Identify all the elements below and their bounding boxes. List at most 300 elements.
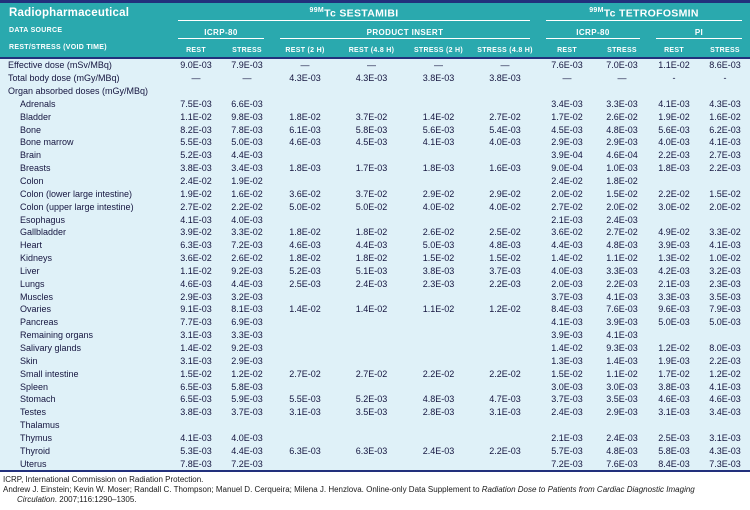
dose-value-cell: 2.3E-03	[709, 278, 741, 289]
isotope-superscript: 99M	[589, 6, 604, 14]
dose-value-cell: 9.1E-03	[180, 304, 212, 315]
dose-value-cell: 2.9E-03	[606, 137, 638, 148]
dose-value-cell: 3.0E-02	[658, 201, 690, 212]
dose-value-cell: 4.1E-03	[606, 330, 638, 341]
dose-value-cell: 7.2E-03	[231, 240, 263, 251]
dose-value-cell: 1.8E-02	[289, 111, 321, 122]
dose-value-cell: 2.2E-02	[489, 368, 521, 379]
dose-value-cell: 1.9E-03	[658, 355, 690, 366]
dose-value-cell: 5.3E-03	[180, 445, 212, 456]
dose-value-cell: 8.4E-03	[658, 458, 690, 469]
dose-value-cell: 3.8E-03	[422, 265, 455, 276]
row-label: Bladder	[20, 111, 52, 122]
dose-value-cell: 5.8E-03	[658, 445, 690, 456]
dose-value-cell: 2.7E-02	[289, 368, 321, 379]
dose-value-cell: 3.6E-02	[180, 253, 212, 264]
dose-value-cell: 2.7E-02	[606, 227, 638, 238]
table-row	[0, 316, 750, 329]
dose-value-cell: 7.9E-03	[231, 60, 263, 71]
dose-value-cell: 2.4E-02	[180, 176, 212, 187]
row-label: Bone	[20, 124, 42, 135]
table-row	[0, 85, 750, 98]
dose-value-cell: 4.1E-03	[180, 432, 212, 443]
dose-value-cell: 3.4E-03	[551, 98, 583, 109]
dose-value-cell: 4.0E-02	[422, 201, 455, 212]
column-header: REST	[557, 47, 577, 54]
dose-value-cell: 2.7E-02	[489, 111, 521, 122]
table-row	[0, 406, 750, 419]
dose-value-cell: 2.6E-02	[231, 253, 263, 264]
dose-value-cell: 1.5E-02	[709, 188, 741, 199]
dose-value-cell: 2.3E-03	[422, 278, 455, 289]
column-header: STRESS	[710, 47, 740, 54]
row-label: Liver	[20, 265, 40, 276]
dose-value-cell: 4.3E-03	[355, 73, 388, 84]
dose-value-cell: 5.0E-02	[289, 201, 321, 212]
table-row	[0, 226, 750, 239]
page-title: Radiopharmaceutical	[9, 6, 130, 19]
dose-value-cell: 9.0E-03	[180, 60, 212, 71]
dose-value-cell: 4.6E-03	[289, 240, 321, 251]
dose-value-cell: 3.7E-03	[231, 407, 263, 418]
dose-value-cell: 2.1E-03	[551, 432, 583, 443]
table-row	[0, 277, 750, 290]
row-label: Muscles	[20, 291, 54, 302]
dose-value-cell: 9.2E-03	[231, 265, 263, 276]
dose-value-cell: 4.8E-03	[422, 394, 455, 405]
dose-value-cell: —	[367, 60, 376, 71]
dose-value-cell: 7.5E-03	[180, 98, 212, 109]
dose-value-cell: 6.5E-03	[180, 381, 212, 392]
table-row	[0, 136, 750, 149]
row-label: Uterus	[20, 458, 47, 469]
table-row	[0, 290, 750, 303]
isotope-group-header: $^{99M}$Tc TETROFOSMIN	[546, 7, 742, 22]
table-row	[0, 444, 750, 457]
header-row-isotopes	[0, 4, 750, 21]
dose-value-cell: 4.4E-03	[551, 240, 583, 251]
dose-value-cell: 2.4E-03	[551, 407, 583, 418]
dose-value-cell: 3.3E-03	[606, 265, 638, 276]
dose-value-cell: 2.2E-03	[709, 163, 741, 174]
row-label: Skin	[20, 355, 38, 366]
dose-value-cell: 3.3E-03	[658, 291, 690, 302]
dose-value-cell: 8.0E-03	[709, 342, 741, 353]
column-header: REST	[186, 47, 206, 54]
dose-value-cell: 8.2E-03	[180, 124, 212, 135]
dose-value-cell: 3.8E-03	[658, 381, 690, 392]
table-row	[0, 380, 750, 393]
row-label: Bone marrow	[20, 137, 74, 148]
dose-value-cell: 1.4E-02	[180, 342, 212, 353]
dose-value-cell: 1.8E-03	[289, 163, 321, 174]
dose-value-cell: —	[500, 60, 510, 71]
dose-value-cell: —	[434, 60, 443, 71]
dose-value-cell: 2.2E-03	[489, 278, 521, 289]
dose-value-cell: 7.8E-03	[231, 124, 263, 135]
table-row	[0, 431, 750, 444]
row-label: Esophagus	[20, 214, 66, 225]
dose-value-cell: 2.6E-02	[422, 227, 455, 238]
table-row	[0, 457, 750, 470]
row-label: Thalamus	[20, 420, 60, 431]
dose-value-cell: 4.7E-03	[489, 394, 521, 405]
dose-value-cell: 1.1E-02	[658, 60, 690, 71]
dose-value-cell: 1.9E-02	[231, 176, 263, 187]
row-label: Total body dose (mGy/MBq)	[8, 73, 120, 84]
dose-value-cell: 4.6E-03	[658, 394, 690, 405]
dose-value-cell: 2.2E-03	[606, 278, 638, 289]
dose-value-cell: 5.0E-03	[231, 137, 263, 148]
dose-value-cell: 1.7E-02	[658, 368, 690, 379]
table-row	[0, 213, 750, 226]
dose-value-cell: 5.6E-03	[422, 124, 455, 135]
dose-value-cell: 4.1E-03	[422, 137, 455, 148]
dose-value-cell: 2.0E-02	[709, 201, 741, 212]
dose-value-cell: 3.9E-04	[551, 150, 583, 161]
row-label: Kidneys	[20, 253, 53, 264]
row-label: Thymus	[20, 432, 53, 443]
dose-value-cell: 3.7E-02	[355, 111, 388, 122]
dose-value-cell: 7.3E-03	[709, 458, 741, 469]
table-row	[0, 342, 750, 355]
dose-value-cell: 3.5E-03	[606, 394, 638, 405]
dose-value-cell: 3.0E-03	[606, 381, 638, 392]
row-label: Thyroid	[20, 445, 51, 456]
dose-value-cell: 5.2E-03	[355, 394, 388, 405]
table-row	[0, 200, 750, 213]
dose-value-cell: 1.5E-02	[551, 368, 583, 379]
dose-value-cell: 7.8E-03	[180, 458, 212, 469]
dose-value-cell: 2.8E-03	[422, 407, 455, 418]
dose-value-cell: 5.5E-03	[180, 137, 212, 148]
dose-value-cell: 1.9E-02	[180, 188, 212, 199]
dose-value-cell: 9.3E-03	[606, 342, 638, 353]
dose-value-cell: 8.1E-03	[231, 304, 263, 315]
table-row	[0, 419, 750, 432]
dose-value-cell: 2.0E-03	[551, 278, 583, 289]
dose-value-cell: 4.6E-03	[709, 394, 741, 405]
row-label: Testes	[20, 407, 47, 418]
column-header: STRESS (4.8 H)	[477, 47, 533, 54]
dose-value-cell: 3.1E-03	[489, 407, 521, 418]
dose-value-cell: 6.5E-03	[180, 394, 212, 405]
dose-value-cell: 1.8E-02	[289, 253, 321, 264]
dose-value-cell: 1.9E-02	[658, 111, 690, 122]
dose-value-cell: 4.0E-03	[231, 432, 263, 443]
row-label: Adrenals	[20, 98, 56, 109]
rest-stress-label: REST/STRESS (VOID TIME)	[9, 43, 107, 51]
dose-value-cell: 3.3E-03	[606, 98, 638, 109]
dose-value-cell: 5.7E-03	[551, 445, 583, 456]
dose-value-cell: 4.9E-02	[658, 227, 690, 238]
dose-value-cell: 1.1E-02	[606, 368, 638, 379]
citation-journal: Circulation. 2007;116:1290–1305.	[17, 495, 137, 504]
citation-authors: Andrew J. Einstein; Kevin W. Moser; Randall C. Thompson; Manuel D. Cerqueira; Milena J. Henzlova. Online-only Data Supplement to Radiation Dose to Patients from Cardiac Diagnostic Imaging	[3, 485, 695, 494]
table-row	[0, 175, 750, 188]
data-source-label: DATA SOURCE	[9, 26, 63, 34]
dose-value-cell: 2.9E-02	[422, 188, 455, 199]
dose-value-cell: —	[562, 73, 572, 84]
dose-value-cell: 4.1E-03	[658, 98, 690, 109]
dose-value-cell: 4.2E-03	[658, 265, 690, 276]
table-row	[0, 393, 750, 406]
dose-value-cell: 9.8E-03	[231, 111, 263, 122]
table-row	[0, 72, 750, 85]
table-row	[0, 187, 750, 200]
dose-value-cell: 4.4E-03	[231, 278, 263, 289]
row-label: Heart	[20, 240, 43, 251]
dose-value-cell: 2.2E-02	[422, 368, 455, 379]
dose-value-cell: 3.3E-03	[231, 330, 263, 341]
dose-value-cell: 4.4E-03	[355, 240, 388, 251]
dose-value-cell: -	[723, 73, 727, 84]
dose-value-cell: 1.5E-02	[422, 253, 455, 264]
dose-value-cell: 1.4E-02	[551, 253, 583, 264]
isotope-superscript: 99M	[309, 6, 325, 14]
dose-value-cell: 3.9E-03	[658, 240, 690, 251]
dose-value-cell: 2.7E-03	[709, 150, 741, 161]
dose-value-cell: 4.1E-03	[709, 381, 741, 392]
dose-value-cell: 2.5E-03	[658, 432, 690, 443]
row-label: Colon (lower large intestine)	[20, 188, 133, 199]
dose-value-cell: 3.9E-03	[606, 317, 638, 328]
dose-value-cell: 2.9E-02	[489, 188, 521, 199]
row-label: Colon	[20, 176, 44, 187]
dose-value-cell: 5.0E-03	[422, 240, 455, 251]
dose-value-cell: 5.2E-03	[289, 265, 321, 276]
dose-value-cell: 3.2E-03	[709, 265, 741, 276]
dose-value-cell: 2.1E-03	[551, 214, 583, 225]
dose-value-cell: 1.5E-02	[489, 253, 521, 264]
dose-value-cell: —	[300, 60, 310, 71]
header-row-columns	[0, 39, 750, 57]
dose-value-cell: 3.2E-03	[231, 291, 263, 302]
table-row	[0, 162, 750, 175]
dose-value-cell: 8.6E-03	[709, 60, 741, 71]
dose-value-cell: 5.4E-03	[489, 124, 521, 135]
dose-value-cell: 3.8E-03	[489, 73, 521, 84]
row-label: Pancreas	[20, 317, 59, 328]
dose-value-cell: 3.1E-03	[180, 330, 212, 341]
dose-value-cell: 6.1E-03	[289, 124, 321, 135]
dose-value-cell: 4.1E-03	[709, 137, 741, 148]
row-label: Colon (upper large intestine)	[20, 201, 134, 212]
dose-value-cell: 1.5E-02	[606, 188, 638, 199]
table-row	[0, 367, 750, 380]
dose-value-cell: 3.7E-03	[551, 291, 583, 302]
dose-value-cell: 3.6E-02	[289, 188, 321, 199]
dose-value-cell: 4.1E-03	[551, 317, 583, 328]
row-label: Organ absorbed doses (mGy/MBq)	[8, 86, 149, 97]
dose-value-cell: 4.3E-03	[709, 98, 741, 109]
dose-value-cell: 9.2E-03	[231, 342, 263, 353]
dose-value-cell: 1.2E-02	[231, 368, 263, 379]
row-label: Stomach	[20, 394, 56, 405]
dose-value-cell: 7.7E-03	[180, 317, 212, 328]
dose-value-cell: 1.8E-02	[355, 227, 388, 238]
dose-value-cell: 4.6E-03	[180, 278, 212, 289]
dose-value-cell: 2.9E-03	[551, 137, 583, 148]
dose-value-cell: 2.5E-02	[489, 227, 521, 238]
source-group-header: ICRP-80	[178, 28, 264, 39]
dose-value-cell: 1.4E-03	[606, 355, 638, 366]
dose-value-cell: 1.7E-03	[355, 163, 388, 174]
dose-value-cell: 1.0E-02	[709, 253, 741, 264]
dose-value-cell: 3.6E-02	[551, 227, 583, 238]
dose-value-cell: 3.3E-02	[709, 227, 741, 238]
dose-value-cell: 3.7E-02	[355, 188, 388, 199]
dose-value-cell: 6.3E-03	[355, 445, 388, 456]
dose-value-cell: 5.2E-03	[180, 150, 212, 161]
dose-value-cell: 6.3E-03	[180, 240, 212, 251]
dose-value-cell: 4.1E-03	[709, 240, 741, 251]
table-row	[0, 149, 750, 162]
dose-value-cell: 4.0E-02	[489, 201, 521, 212]
dose-value-cell: 1.3E-02	[658, 253, 690, 264]
dose-value-cell: 4.1E-03	[606, 291, 638, 302]
footnote-abbreviation: ICRP, International Commission on Radiation Protection.	[3, 475, 204, 484]
column-header: STRESS	[607, 47, 637, 54]
dose-value-cell: 5.0E-03	[709, 317, 741, 328]
dose-value-cell: 1.1E-02	[422, 304, 455, 315]
dose-value-cell: 1.4E-02	[551, 342, 583, 353]
dose-value-cell: —	[617, 73, 627, 84]
dose-value-cell: 5.9E-03	[231, 394, 263, 405]
dose-value-cell: 7.2E-03	[551, 458, 583, 469]
table-row	[0, 303, 750, 316]
dose-value-cell: 2.4E-02	[551, 176, 583, 187]
dose-value-cell: 3.1E-03	[180, 355, 212, 366]
dose-value-cell: 1.1E-02	[606, 253, 638, 264]
dose-value-cell: 1.3E-03	[551, 355, 583, 366]
dose-value-cell: 4.0E-03	[658, 137, 690, 148]
dose-value-cell: 2.9E-03	[180, 291, 212, 302]
dose-value-cell: 1.6E-02	[231, 188, 263, 199]
dose-value-cell: 3.1E-03	[289, 407, 321, 418]
dose-value-cell: 2.2E-03	[489, 445, 521, 456]
dose-value-cell: 3.9E-02	[180, 227, 212, 238]
dose-value-cell: 6.9E-03	[231, 317, 263, 328]
dose-value-cell: 2.4E-03	[422, 445, 455, 456]
dose-value-cell: 1.8E-02	[606, 176, 638, 187]
dose-value-cell: 7.6E-03	[606, 304, 638, 315]
dose-value-cell: 2.7E-02	[180, 201, 212, 212]
dose-value-cell: 3.4E-03	[709, 407, 741, 418]
dose-value-cell: 4.5E-03	[551, 124, 583, 135]
table-row	[0, 110, 750, 123]
dose-value-cell: 4.1E-03	[180, 214, 212, 225]
dose-value-cell: 7.6E-03	[551, 60, 583, 71]
dose-value-cell: 2.2E-03	[658, 150, 690, 161]
dose-value-cell: 6.6E-03	[231, 98, 263, 109]
dose-value-cell: 3.8E-03	[422, 73, 455, 84]
dose-value-cell: 2.4E-03	[606, 432, 638, 443]
dose-value-cell: 3.5E-03	[709, 291, 741, 302]
header-row-sources	[0, 21, 750, 39]
dose-value-cell: 7.2E-03	[231, 458, 263, 469]
dose-value-cell: 2.9E-03	[606, 407, 638, 418]
dose-value-cell: 2.0E-02	[606, 201, 638, 212]
column-header: REST (2 H)	[285, 47, 325, 54]
dose-value-cell: 1.6E-02	[709, 111, 741, 122]
row-label: Gallbladder	[20, 227, 67, 238]
column-header: STRESS	[232, 47, 262, 54]
dose-value-cell: 4.8E-03	[606, 124, 638, 135]
dose-value-cell: 1.8E-02	[355, 253, 388, 264]
column-header: REST (4.8 H)	[348, 47, 395, 54]
dose-value-cell: 4.0E-03	[231, 214, 263, 225]
dose-value-cell: 2.9E-03	[231, 355, 263, 366]
dose-value-cell: 7.6E-03	[606, 458, 638, 469]
dose-value-cell: 1.2E-02	[489, 304, 521, 315]
source-group-header: PI	[656, 28, 742, 39]
dose-value-cell: 4.8E-03	[489, 240, 521, 251]
dose-value-cell: 3.0E-03	[551, 381, 583, 392]
dose-value-cell: 3.9E-03	[551, 330, 583, 341]
dose-value-cell: 3.1E-03	[658, 407, 690, 418]
dose-value-cell: 3.8E-03	[180, 163, 212, 174]
dose-value-cell: —	[242, 73, 252, 84]
dose-value-cell: 5.6E-03	[658, 124, 690, 135]
dose-value-cell: 4.4E-03	[231, 150, 263, 161]
dose-value-cell: 2.2E-03	[709, 355, 741, 366]
row-label: Remaining organs	[20, 330, 94, 341]
dose-value-cell: 2.2E-02	[231, 201, 263, 212]
table-row	[0, 354, 750, 367]
dose-value-cell: 1.8E-02	[289, 227, 321, 238]
dose-value-cell: 3.7E-03	[489, 265, 521, 276]
dose-value-cell: 4.8E-03	[606, 445, 638, 456]
table-body	[0, 59, 750, 470]
dose-value-cell: 2.1E-03	[658, 278, 690, 289]
dose-value-cell: 3.1E-03	[709, 432, 741, 443]
footnotes	[0, 472, 750, 505]
table-row	[0, 329, 750, 342]
dose-value-cell: 4.4E-03	[231, 445, 263, 456]
dose-value-cell: 3.7E-03	[551, 394, 583, 405]
dose-value-cell: 1.4E-02	[355, 304, 388, 315]
dose-value-cell: 1.7E-02	[551, 111, 583, 122]
row-label: Spleen	[20, 381, 49, 392]
dose-value-cell: 4.0E-03	[489, 137, 521, 148]
dose-value-cell: 2.0E-02	[551, 188, 583, 199]
row-label: Brain	[20, 150, 42, 161]
row-label: Ovaries	[20, 304, 52, 315]
table-row	[0, 239, 750, 252]
dose-value-cell: 2.6E-02	[606, 111, 638, 122]
dose-value-cell: 6.3E-03	[289, 445, 321, 456]
dose-value-cell: 6.2E-03	[709, 124, 741, 135]
dose-value-cell: —	[191, 73, 201, 84]
row-label: Salivary glands	[20, 342, 82, 353]
dose-value-cell: 3.3E-02	[231, 227, 263, 238]
source-group-header: PRODUCT INSERT	[280, 28, 530, 39]
dose-value-cell: 4.8E-03	[606, 240, 638, 251]
row-label: Small intestine	[20, 368, 79, 379]
dose-value-cell: 3.5E-03	[355, 407, 388, 418]
dose-value-cell: 7.0E-03	[606, 60, 638, 71]
dose-value-cell: 1.8E-03	[422, 163, 455, 174]
dose-value-cell: 9.0E-04	[551, 163, 583, 174]
dose-value-cell: 2.4E-03	[606, 214, 638, 225]
table-row	[0, 59, 750, 72]
dose-value-cell: 4.0E-03	[551, 265, 583, 276]
table-row	[0, 98, 750, 111]
dose-value-cell: -	[672, 73, 676, 84]
column-header: STRESS (2 H)	[413, 47, 464, 54]
dose-value-cell: 1.2E-02	[658, 342, 690, 353]
